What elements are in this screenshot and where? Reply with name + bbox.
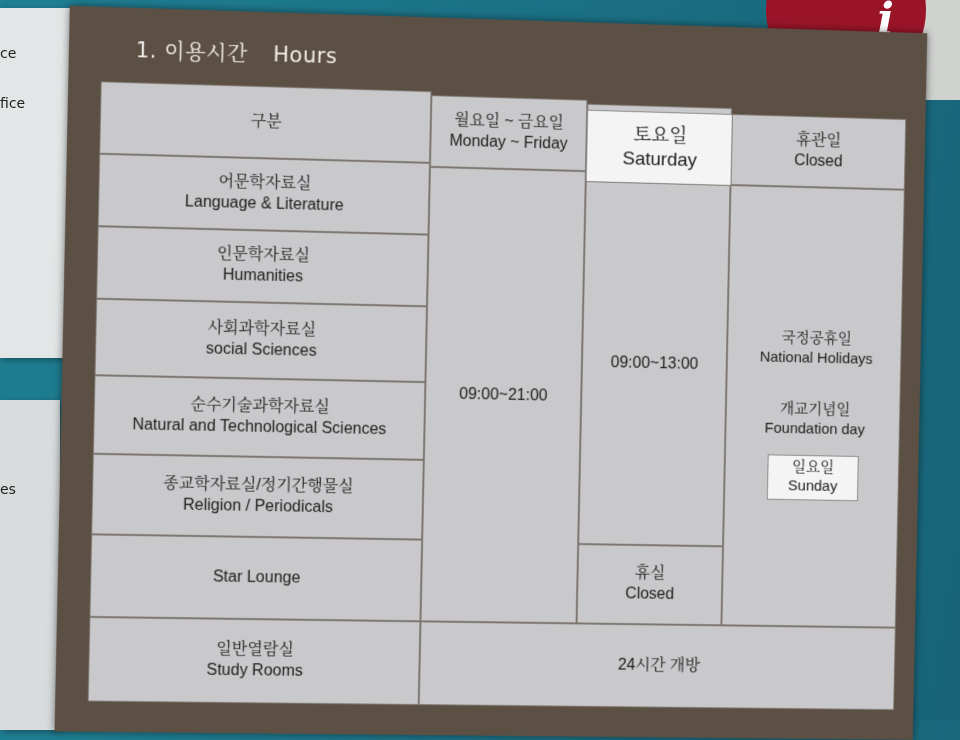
header-saturday-label: 토요일 Saturday — [586, 110, 734, 187]
room-row: 어문학자료실 Language & Literature — [98, 154, 430, 235]
edge-fragment-3: es — [0, 482, 16, 498]
room-row: 인문학자료실 Humanities — [96, 226, 428, 306]
info-icon: i — [877, 0, 894, 45]
header-category: 구분 — [99, 81, 431, 163]
weekday-hours-cell: 09:00~21:00 — [420, 167, 585, 624]
room-row: 순수기술과학자료실 Natural and Technological Sciences — [93, 375, 426, 460]
left-paper-sign-lower — [0, 400, 60, 730]
saturday-hours-cell: 09:00~13:00 — [578, 181, 730, 546]
room-row: 종교학자료실/정기간행물실 Religion / Periodicals — [91, 454, 424, 540]
holiday-foundation: 개교기념일 Foundation day — [764, 400, 866, 438]
edge-fragment-1: ce — [0, 46, 17, 62]
study-rooms-hours: 24시간 개방 — [419, 621, 896, 710]
hours-sign-board — [55, 6, 928, 740]
header-weekday: 월요일 ~ 금요일 Monday ~ Friday — [430, 95, 587, 171]
holiday-national: 국정공휴일 National Holidays — [759, 329, 873, 368]
holiday-sunday-tag: 일요일 Sunday — [767, 454, 859, 501]
study-rooms-label: 일반열람실 Study Rooms — [88, 617, 421, 705]
sign-title: 1. 이용시간 Hours — [135, 38, 338, 69]
room-row-star-lounge: Star Lounge — [89, 534, 422, 621]
edge-fragment-2: fice — [0, 96, 26, 112]
saturday-star-lounge-cell: 휴실 Closed — [577, 544, 723, 625]
header-closed: 휴관일 Closed — [730, 114, 906, 190]
room-row: 사회과학자료실 social Sciences — [95, 299, 428, 382]
